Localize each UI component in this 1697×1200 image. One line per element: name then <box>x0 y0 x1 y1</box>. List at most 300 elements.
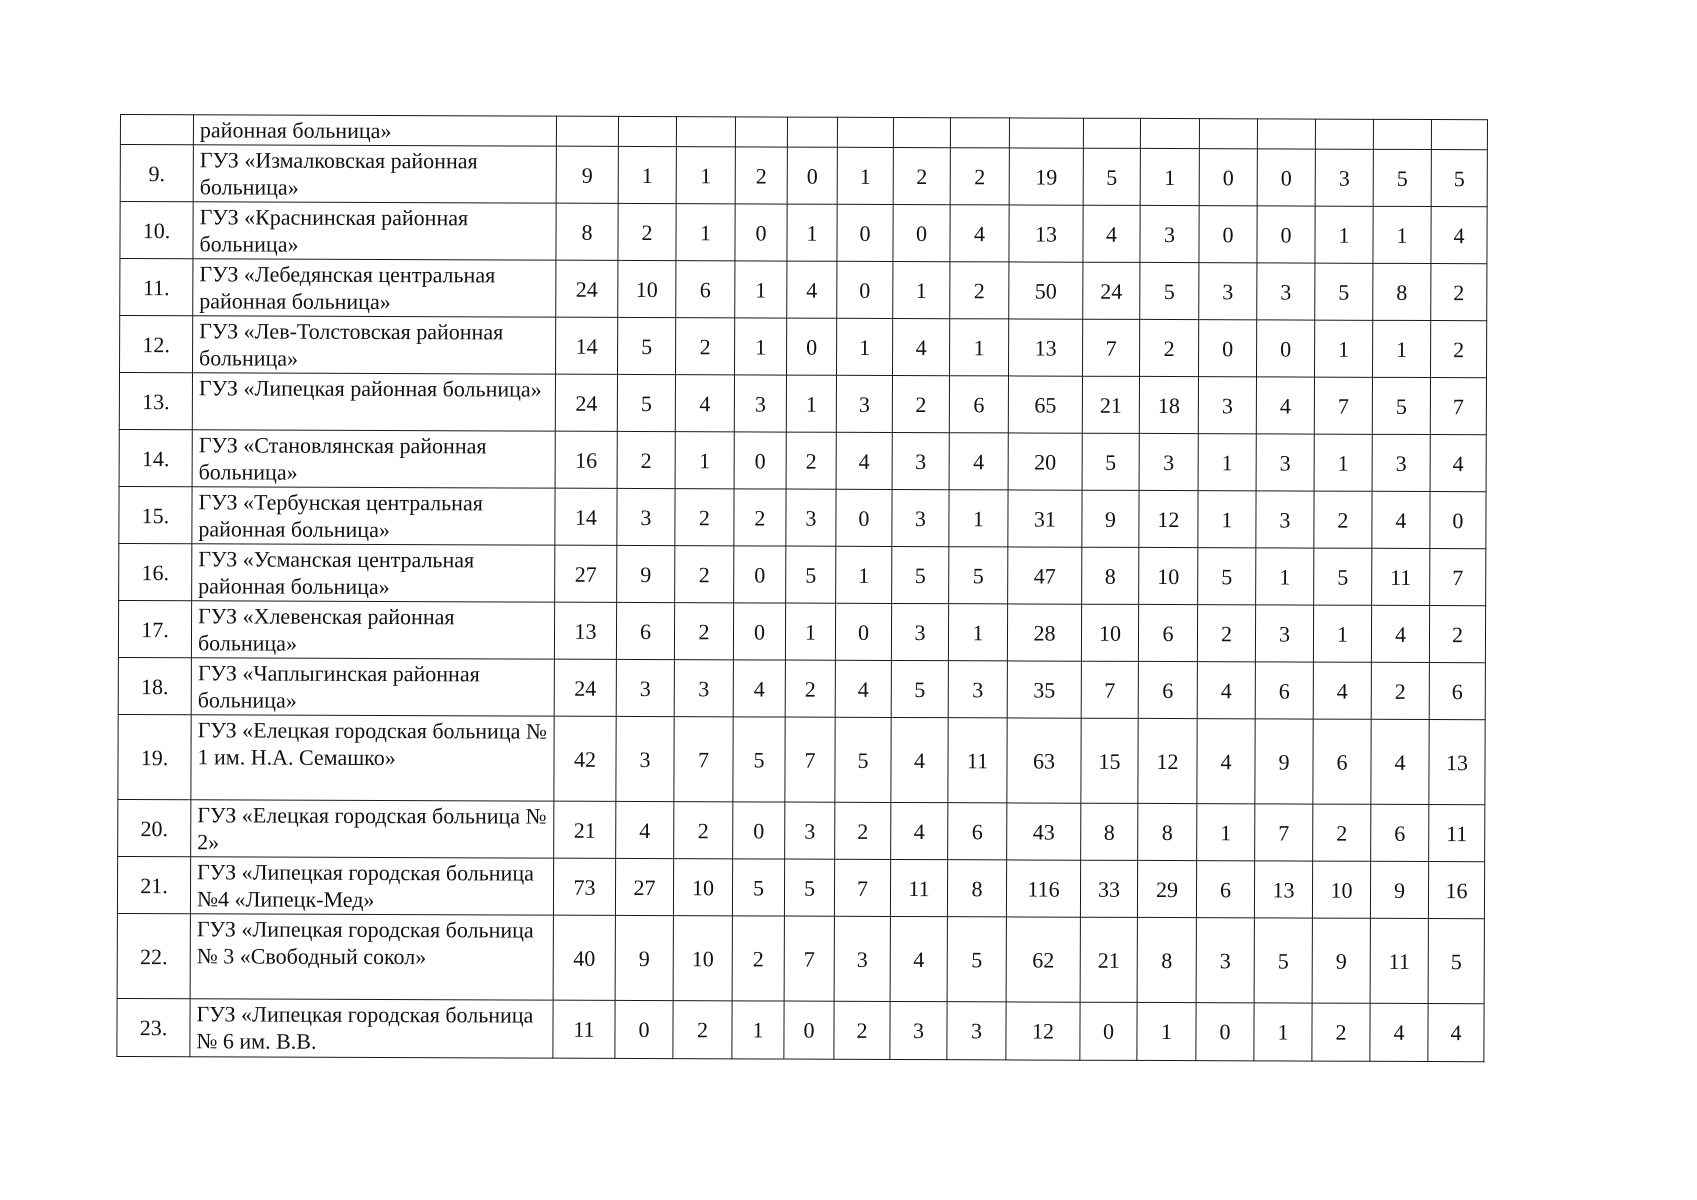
value-cell: 16 <box>555 431 617 488</box>
value-cell: 2 <box>1197 605 1255 662</box>
value-cell: 4 <box>1428 1004 1484 1062</box>
value-cell: 5 <box>1083 148 1140 205</box>
value-cell: 1 <box>1313 605 1371 662</box>
value-cell: 2 <box>617 431 675 488</box>
value-cell: 1 <box>785 603 835 660</box>
value-cell: 0 <box>836 489 892 546</box>
value-cell: 10 <box>618 260 676 317</box>
value-cell: 13 <box>1009 319 1083 376</box>
row-number: 9. <box>120 145 193 202</box>
value-cell: 7 <box>1430 549 1486 606</box>
value-cell: 0 <box>1198 320 1256 377</box>
value-cell: 5 <box>1373 149 1431 206</box>
value-cell: 4 <box>1430 435 1486 492</box>
value-cell: 8 <box>1137 917 1196 1002</box>
value-cell: 3 <box>1372 434 1430 491</box>
hospital-name: районная больница» <box>193 115 556 146</box>
value-cell: 1 <box>732 1001 784 1059</box>
row-number: 12. <box>120 316 193 373</box>
value-cell: 3 <box>734 375 786 432</box>
value-cell: 6 <box>948 803 1007 860</box>
value-cell: 4 <box>1197 662 1255 719</box>
value-cell: 21 <box>554 801 616 858</box>
value-cell: 4 <box>1370 1003 1428 1061</box>
value-cell: 8 <box>556 203 618 260</box>
value-cell: 1 <box>786 375 836 432</box>
value-cell: 5 <box>1431 150 1487 207</box>
table-body <box>117 115 1488 1062</box>
value-cell: 5 <box>1314 548 1372 605</box>
value-cell: 2 <box>675 489 734 546</box>
value-cell: 2 <box>834 1001 890 1059</box>
table-row <box>118 714 1485 804</box>
value-cell: 6 <box>1196 861 1254 918</box>
value-cell: 10 <box>1139 547 1198 604</box>
value-cell: 4 <box>616 801 674 858</box>
value-cell: 4 <box>835 660 891 717</box>
value-cell: 7 <box>784 916 834 1001</box>
value-cell: 2 <box>732 916 784 1001</box>
value-cell: 6 <box>1255 662 1313 719</box>
value-cell: 16 <box>1428 862 1484 919</box>
hospital-name: ГУЗ «Липецкая городская больница № 6 им. В.В. <box>190 999 553 1058</box>
value-cell: 3 <box>1198 377 1256 434</box>
value-cell: 24 <box>556 260 618 317</box>
value-cell: 3 <box>1256 434 1314 491</box>
value-cell: 0 <box>784 1001 834 1059</box>
value-cell: 3 <box>947 1002 1006 1060</box>
value-cell: 4 <box>1371 605 1429 662</box>
table-row <box>119 429 1486 491</box>
hospital-name: ГУЗ «Липецкая районная больница» <box>192 373 555 431</box>
value-cell: 7 <box>1255 804 1313 861</box>
hospital-name: ГУЗ «Лебедянская центральная районная больница» <box>193 259 556 317</box>
value-cell: 1 <box>1198 491 1256 548</box>
value-cell: 2 <box>675 546 734 603</box>
value-cell: 6 <box>1429 663 1485 720</box>
value-cell: 2 <box>892 375 949 432</box>
value-cell: 2 <box>674 603 733 660</box>
value-cell: 4 <box>950 205 1009 262</box>
value-cell <box>1083 118 1140 148</box>
value-cell: 4 <box>893 318 950 375</box>
value-cell: 2 <box>786 432 836 489</box>
value-cell: 2 <box>1312 1003 1370 1061</box>
value-cell <box>618 116 676 146</box>
value-cell: 27 <box>615 858 673 915</box>
value-cell: 33 <box>1080 860 1137 917</box>
value-cell: 3 <box>1256 491 1314 548</box>
value-cell: 10 <box>673 859 732 916</box>
value-cell: 5 <box>1315 263 1373 320</box>
table-row <box>118 657 1485 719</box>
value-cell: 2 <box>950 148 1009 205</box>
value-cell: 13 <box>1429 720 1485 805</box>
value-cell: 12 <box>1139 490 1198 547</box>
value-cell: 63 <box>1007 718 1081 803</box>
value-cell: 73 <box>553 858 615 915</box>
value-cell: 1 <box>787 204 837 261</box>
hospital-name: ГУЗ «Чаплыгинская районная больница» <box>191 658 554 716</box>
value-cell: 5 <box>1254 918 1312 1003</box>
value-cell: 43 <box>1007 803 1081 860</box>
value-cell <box>837 117 893 147</box>
value-cell: 0 <box>837 261 893 318</box>
value-cell: 5 <box>1140 262 1199 319</box>
value-cell: 1 <box>1254 1003 1312 1061</box>
value-cell: 1 <box>1198 434 1256 491</box>
value-cell: 4 <box>891 717 948 802</box>
value-cell: 2 <box>950 262 1009 319</box>
value-cell: 9 <box>1370 861 1428 918</box>
value-cell: 1 <box>1372 320 1430 377</box>
value-cell: 1 <box>893 261 950 318</box>
value-cell: 9 <box>1255 719 1313 804</box>
value-cell: 4 <box>1197 719 1255 804</box>
value-cell <box>1140 118 1199 148</box>
value-cell: 27 <box>555 545 617 602</box>
value-cell: 11 <box>948 718 1007 803</box>
value-cell: 11 <box>1429 805 1485 862</box>
value-cell: 13 <box>554 602 616 659</box>
value-cell: 9 <box>615 915 673 1000</box>
value-cell: 1 <box>837 318 893 375</box>
value-cell: 62 <box>1006 917 1080 1002</box>
value-cell: 1 <box>1373 206 1431 263</box>
value-cell <box>1009 118 1083 148</box>
value-cell: 40 <box>553 915 615 1000</box>
value-cell: 35 <box>1007 661 1081 718</box>
value-cell: 3 <box>1257 263 1315 320</box>
value-cell: 1 <box>618 146 676 203</box>
value-cell: 2 <box>1430 321 1486 378</box>
value-cell: 3 <box>1199 263 1257 320</box>
value-cell: 1 <box>1314 434 1372 491</box>
value-cell: 9 <box>617 545 675 602</box>
value-cell: 7 <box>785 717 835 802</box>
value-cell: 2 <box>734 489 786 546</box>
value-cell: 65 <box>1008 376 1082 433</box>
hospital-name: ГУЗ «Липецкая городская больница № 3 «Свободный сокол» <box>190 914 553 1000</box>
row-number: 19. <box>118 714 191 799</box>
row-number: 15. <box>119 486 192 543</box>
value-cell: 6 <box>949 376 1008 433</box>
table-row <box>120 316 1487 378</box>
value-cell: 3 <box>1139 433 1198 490</box>
row-number: 20. <box>118 799 191 856</box>
value-cell: 10 <box>1312 861 1370 918</box>
table-row <box>120 259 1487 321</box>
value-cell: 4 <box>1313 662 1371 719</box>
row-number: 22. <box>117 913 190 998</box>
value-cell: 5 <box>732 859 784 916</box>
table-row <box>117 998 1484 1061</box>
value-cell: 6 <box>1371 804 1429 861</box>
value-cell: 0 <box>1199 149 1257 206</box>
value-cell: 6 <box>676 261 735 318</box>
value-cell: 4 <box>675 375 734 432</box>
value-cell: 4 <box>836 432 892 489</box>
value-cell: 4 <box>949 433 1008 490</box>
value-cell: 0 <box>1257 206 1315 263</box>
value-cell: 4 <box>1371 719 1429 804</box>
value-cell: 1 <box>836 546 892 603</box>
hospital-name: ГУЗ «Тербунская центральная районная больница» <box>192 487 555 545</box>
table-row <box>118 600 1485 662</box>
value-cell: 0 <box>835 603 891 660</box>
value-cell: 6 <box>1138 661 1197 718</box>
value-cell: 11 <box>1370 918 1428 1003</box>
row-number: 16. <box>119 543 192 600</box>
hospital-name: ГУЗ «Елецкая городская больница № 2» <box>191 800 554 858</box>
value-cell: 0 <box>1199 206 1257 263</box>
value-cell: 5 <box>835 717 891 802</box>
value-cell <box>1199 119 1257 149</box>
value-cell: 3 <box>892 432 949 489</box>
value-cell: 5 <box>617 374 675 431</box>
value-cell: 5 <box>733 717 785 802</box>
table-row <box>119 486 1486 548</box>
value-cell: 2 <box>674 802 733 859</box>
value-cell: 0 <box>734 432 786 489</box>
value-cell: 5 <box>1428 919 1484 1004</box>
value-cell: 4 <box>1431 207 1487 264</box>
value-cell: 5 <box>786 546 836 603</box>
value-cell <box>787 117 837 147</box>
value-cell: 3 <box>1140 205 1199 262</box>
value-cell: 0 <box>787 147 837 204</box>
value-cell: 5 <box>1372 377 1430 434</box>
value-cell: 11 <box>1372 548 1430 605</box>
value-cell: 14 <box>556 317 618 374</box>
value-cell <box>950 118 1009 148</box>
value-cell <box>735 117 787 147</box>
value-cell <box>1373 119 1431 149</box>
value-cell: 2 <box>673 1001 732 1059</box>
value-cell: 0 <box>837 204 893 261</box>
value-cell: 1 <box>1315 206 1373 263</box>
value-cell: 8 <box>1081 803 1138 860</box>
table-row <box>117 913 1484 1003</box>
value-cell: 3 <box>948 661 1007 718</box>
value-cell: 3 <box>785 802 835 859</box>
value-cell: 19 <box>1009 148 1083 205</box>
value-cell: 8 <box>1373 263 1431 320</box>
value-cell: 9 <box>1312 918 1370 1003</box>
value-cell: 4 <box>1256 377 1314 434</box>
value-cell: 15 <box>1081 718 1138 803</box>
value-cell: 3 <box>892 489 949 546</box>
value-cell: 8 <box>1138 803 1197 860</box>
value-cell: 3 <box>891 603 948 660</box>
value-cell: 1 <box>676 204 735 261</box>
row-number <box>120 115 193 145</box>
value-cell <box>1257 119 1315 149</box>
value-cell: 14 <box>555 488 617 545</box>
value-cell: 1 <box>735 318 787 375</box>
row-number: 11. <box>120 259 193 316</box>
value-cell: 1 <box>676 147 735 204</box>
hospital-name: ГУЗ «Елецкая городская больница № 1 им. Н.А. Семашко» <box>191 715 554 801</box>
value-cell: 1 <box>735 261 787 318</box>
table-row <box>118 799 1485 861</box>
value-cell: 2 <box>835 802 891 859</box>
value-cell: 3 <box>616 716 674 801</box>
value-cell: 0 <box>787 318 837 375</box>
value-cell: 0 <box>733 802 785 859</box>
value-cell: 31 <box>1008 490 1082 547</box>
value-cell: 0 <box>1256 320 1314 377</box>
value-cell: 3 <box>836 375 892 432</box>
value-cell: 1 <box>949 490 1008 547</box>
value-cell: 2 <box>1371 662 1429 719</box>
row-number: 18. <box>118 657 191 714</box>
value-cell: 4 <box>1372 491 1430 548</box>
value-cell: 0 <box>1257 149 1315 206</box>
value-cell: 1 <box>1197 804 1255 861</box>
value-cell: 7 <box>1081 661 1138 718</box>
value-cell: 0 <box>1080 1002 1137 1060</box>
value-cell: 21 <box>1080 917 1137 1002</box>
hospital-statistics-table <box>116 114 1488 1062</box>
value-cell: 2 <box>1431 264 1487 321</box>
hospital-name: ГУЗ «Хлевенская районная больница» <box>191 601 554 659</box>
value-cell: 3 <box>674 660 733 717</box>
value-cell: 3 <box>890 1001 947 1059</box>
value-cell: 116 <box>1006 860 1080 917</box>
value-cell: 7 <box>674 717 733 802</box>
value-cell: 5 <box>1198 548 1256 605</box>
value-cell: 6 <box>616 602 674 659</box>
value-cell <box>1315 119 1373 149</box>
value-cell: 1 <box>1256 548 1314 605</box>
value-cell: 5 <box>892 546 949 603</box>
value-cell: 2 <box>1139 319 1198 376</box>
value-cell: 20 <box>1008 433 1082 490</box>
value-cell: 21 <box>1082 376 1139 433</box>
value-cell: 0 <box>733 603 785 660</box>
value-cell: 0 <box>1196 1003 1254 1061</box>
row-number: 21. <box>117 856 190 913</box>
value-cell: 6 <box>1313 719 1371 804</box>
hospital-name: ГУЗ «Усманская центральная районная больница» <box>192 544 555 602</box>
value-cell: 13 <box>1254 861 1312 918</box>
value-cell: 12 <box>1006 1002 1080 1060</box>
value-cell: 28 <box>1007 604 1081 661</box>
row-number: 10. <box>120 202 193 259</box>
hospital-name: ГУЗ «Лев-Толстовская районная больница» <box>193 316 556 374</box>
value-cell: 5 <box>891 660 948 717</box>
row-number: 14. <box>119 429 192 486</box>
value-cell: 4 <box>1083 205 1140 262</box>
value-cell: 11 <box>890 859 947 916</box>
table-row <box>119 543 1486 605</box>
value-cell: 8 <box>1082 547 1139 604</box>
value-cell: 24 <box>1083 262 1140 319</box>
table-row <box>117 856 1484 918</box>
value-cell: 13 <box>1009 205 1083 262</box>
value-cell: 5 <box>949 547 1008 604</box>
value-cell: 1 <box>1314 320 1372 377</box>
value-cell: 8 <box>947 860 1006 917</box>
value-cell: 0 <box>734 546 786 603</box>
value-cell: 5 <box>618 317 676 374</box>
value-cell: 1 <box>948 604 1007 661</box>
value-cell: 4 <box>891 802 948 859</box>
value-cell: 9 <box>1082 490 1139 547</box>
table-row <box>119 373 1486 435</box>
row-number: 13. <box>119 373 192 430</box>
value-cell: 24 <box>554 659 616 716</box>
value-cell: 7 <box>1314 377 1372 434</box>
value-cell: 6 <box>1138 604 1197 661</box>
value-cell: 42 <box>554 716 616 801</box>
value-cell: 1 <box>1140 148 1199 205</box>
value-cell: 7 <box>1083 319 1140 376</box>
value-cell: 1 <box>675 432 734 489</box>
row-number: 23. <box>117 998 190 1056</box>
value-cell: 29 <box>1137 860 1196 917</box>
value-cell: 0 <box>1430 492 1486 549</box>
value-cell: 2 <box>785 660 835 717</box>
hospital-name: ГУЗ «Липецкая городская больница №4 «Липецк-Мед» <box>190 857 553 915</box>
value-cell: 1 <box>837 147 893 204</box>
value-cell: 4 <box>733 660 785 717</box>
value-cell: 4 <box>890 916 947 1001</box>
value-cell: 2 <box>1313 804 1371 861</box>
row-number: 17. <box>118 600 191 657</box>
hospital-name: ГУЗ «Становлянская районная больница» <box>192 430 555 488</box>
value-cell: 5 <box>947 917 1006 1002</box>
value-cell: 11 <box>553 1000 615 1058</box>
value-cell: 7 <box>834 859 890 916</box>
value-cell <box>556 116 618 146</box>
value-cell: 2 <box>1429 606 1485 663</box>
value-cell: 4 <box>787 261 837 318</box>
table-row <box>120 145 1487 207</box>
value-cell <box>1431 120 1487 150</box>
value-cell: 10 <box>673 916 732 1001</box>
value-cell: 2 <box>676 318 735 375</box>
value-cell: 3 <box>834 916 890 1001</box>
value-cell: 0 <box>735 204 787 261</box>
value-cell: 2 <box>735 147 787 204</box>
value-cell: 5 <box>784 859 834 916</box>
value-cell: 12 <box>1138 718 1197 803</box>
value-cell: 18 <box>1139 376 1198 433</box>
value-cell <box>893 117 950 147</box>
value-cell: 3 <box>616 659 674 716</box>
value-cell: 3 <box>1315 149 1373 206</box>
value-cell: 2 <box>1314 491 1372 548</box>
hospital-name: ГУЗ «Краснинская районная больница» <box>193 202 556 260</box>
hospital-name: ГУЗ «Измалковская районная больница» <box>193 145 556 203</box>
value-cell: 47 <box>1008 547 1082 604</box>
value-cell: 2 <box>893 147 950 204</box>
table-row <box>120 202 1487 264</box>
value-cell: 1 <box>950 319 1009 376</box>
value-cell: 3 <box>1255 605 1313 662</box>
value-cell: 3 <box>1196 918 1254 1003</box>
value-cell: 24 <box>555 374 617 431</box>
value-cell: 10 <box>1081 604 1138 661</box>
value-cell: 1 <box>1137 1002 1196 1060</box>
value-cell: 50 <box>1009 262 1083 319</box>
value-cell <box>676 117 735 147</box>
value-cell: 0 <box>893 204 950 261</box>
value-cell: 5 <box>1082 433 1139 490</box>
value-cell: 9 <box>556 146 618 203</box>
